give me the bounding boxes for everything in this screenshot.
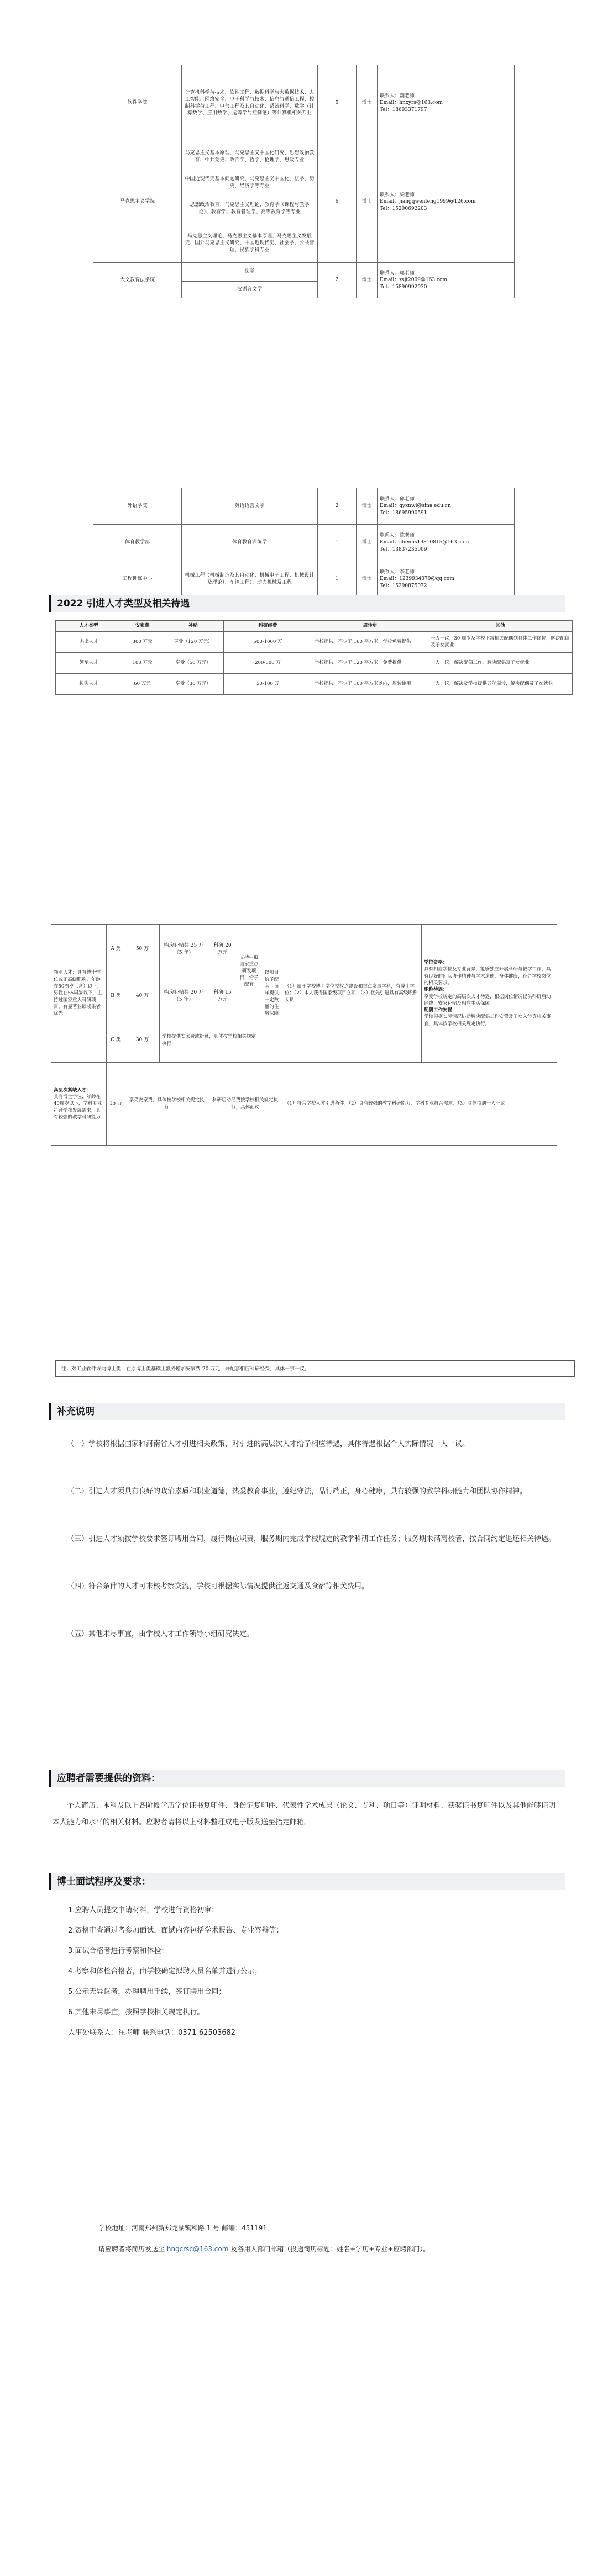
section-title-materials: 应聘者需要提供的资料： (49, 1770, 565, 1787)
support-cell: 购房补贴共 25 万（5 年） (160, 925, 208, 974)
major-cell: 计算机科学与技术、软件工程、数据科学与大数据技术、人工智能、网络安全、电子科学与技术、信息与通信工程、控制科学与工程、电气工程及其自动化、系统科学、数学（计算数学、应用数学、运筹学与控制论）等计算机相关专业 (182, 65, 318, 141)
fund-extra-cell: 支持申报国家重点研发项目，给予配套 (237, 925, 261, 1018)
table-cell: 领军人才 (56, 653, 122, 674)
contact-name: 联系人：李老师 (380, 569, 415, 576)
degree-cell: 博士 (357, 488, 378, 525)
table-cell: 60 万元 (122, 674, 163, 695)
info-text: 学校根据实际情况协助解决配偶工作安置及子女入学等相关事宜，具体按学校相关规定执行。 (424, 1014, 551, 1027)
contact-name: 联系人：魏老师 (380, 93, 415, 99)
contact-cell (378, 561, 515, 598)
contact-email: Email：hnxyrs@163.com (380, 100, 443, 106)
count-cell: 6 (318, 141, 357, 263)
contact-name: 联系人：邱老师 (380, 497, 415, 503)
section-title-supplement: 补充说明 (49, 1403, 565, 1420)
table-cell: 杰出人才 (56, 632, 122, 653)
contact-email: Email：chenhs19810815@163.com (380, 540, 469, 546)
supplement-item: （一）学校将根据国家和河南省人才引进相关政策，对引进的高层次人才给予相应待遇，具体待遇根据个人实际情况一人一议。 (67, 1440, 470, 1448)
major-cell: 汉语言文学 (182, 282, 318, 298)
doctor-benefits-table (51, 924, 557, 1146)
supplement-item: （二）引进人才须具有良好的政治素质和职业道德，热爱教育事业，遵纪守法，品行端正，身心健康，具有较强的教学科研能力和团队协作精神。 (67, 1487, 527, 1496)
right-info-cell (422, 925, 557, 1063)
table-row (51, 925, 557, 974)
table-row (93, 263, 515, 282)
degree-cell: 博士 (357, 561, 378, 598)
table-cell: 享受（30 万元） (163, 674, 224, 695)
intro-cell: （1）符合学校人才引进条件；（2）具有较强的教学科研能力，学科专业符合需求；（3）具体待遇一人一议 (282, 1063, 557, 1146)
college-cell: 外语学院 (93, 488, 182, 525)
table-cell: 一人一议，30 周岁及学校正常机关配偶到具体工作岗位，解决配偶及子女就业 (428, 632, 573, 653)
table-row (51, 1063, 557, 1146)
section-title-talent-types: 2022 引进人才类型及相关待遇 (49, 595, 565, 612)
list-item: 3.面试合格者进行考察和体检； (68, 1947, 169, 1955)
college-cell: 马克思主义学院 (93, 141, 182, 263)
shortage-title: 高层次紧缺人才： (54, 1087, 92, 1093)
major-cell: 马克思主义理论、马克思主义基本原理、马克思主义发展史、国外马克思主义研究、中国近现代史、社会学、公共管理、民族学科专业 (182, 224, 318, 263)
table-cell: 100 万元 (122, 653, 163, 674)
email-link[interactable]: hngcrsc@163.com (166, 2245, 229, 2253)
contact-cell (378, 65, 515, 141)
list-item: 5.公示无异议者，办理聘用手续，签订聘用合同； (68, 1988, 226, 1996)
column-header: 补贴 (163, 621, 224, 632)
contact-cell (378, 141, 515, 263)
info-text: 享受学校规定的高层次人才待遇，根据岗位情况提供科研启动经费、安家补贴及相应生活保障。 (424, 994, 551, 1006)
table-row (56, 632, 573, 653)
table-header-row (56, 621, 573, 632)
table-cell: 学校提供，不少于 120 平方米，免费提供 (312, 653, 428, 674)
amount-cell: 30 万 (125, 1018, 160, 1063)
section-title-interview: 博士面试程序及要求： (49, 1873, 565, 1890)
email-suffix: 及各用人部门邮箱（投递简历标题：姓名+学历+专业+应聘部门）。 (230, 2245, 430, 2253)
intro-cell: （1）属于学校博士学位授权点建设和重点发展学科，有博士学位；（2）本人获得国家级项目立项；（3）优先引进具有高级职称人员 (282, 925, 422, 1063)
table-cell: 一人一议，解决及学校提供五年周转，解决配偶及子女就业 (428, 674, 573, 695)
list-item: 1.应聘人员提交申请材料，学校进行资格初审； (68, 1906, 219, 1914)
table-cell: 享受（50 万元） (163, 653, 224, 674)
count-cell: 5 (318, 65, 357, 141)
amount-cell: 15 万 (107, 1063, 125, 1146)
housing-cell: 以项目给予配套，每年提供一定数量的住房保障 (261, 925, 282, 1063)
table-cell: 学校提供，不少于 160 平方米，学校免费提供 (312, 632, 428, 653)
table-row (93, 488, 515, 525)
contact-name: 联系人：陈老师 (380, 533, 415, 539)
degree-cell: 博士 (357, 263, 378, 298)
table-cell: 500-1000 万 (224, 632, 312, 653)
count-cell: 2 (318, 263, 357, 298)
column-header: 周转房 (312, 621, 428, 632)
class-label: C 类 (107, 1018, 125, 1063)
fund-cell: 科研 15 万元 (208, 974, 237, 1018)
column-header: 科研经费 (224, 621, 312, 632)
major-cell: 英语语言文学 (182, 488, 318, 525)
email-prefix: 请应聘者将简历发送至 (98, 2245, 165, 2253)
materials-text: 个人简历、本科及以上各阶段学历学位证书复印件、身份证复印件、代表性学术成果（论文、专利、项目等）证明材料、获奖证书复印件以及其他能够证明本人能力和水平的相关材料。应聘者请将以上材料整理成电子版发送至指定邮箱。 (53, 1802, 556, 1827)
table-cell: 200-500 万 (224, 653, 312, 674)
recruitment-table-2 (93, 488, 515, 598)
contact-tel: Tel：15290875072 (380, 583, 427, 589)
contact-email: Email：gyxnwl@sina.edu.cn (380, 503, 451, 509)
major-cell: 机械工程（机械制造及其自动化、机械电子工程、机械设计及理论）、车辆工程）、动力机械及工程 (182, 561, 318, 598)
contact-name: 联系人：梁老师 (380, 192, 415, 198)
major-cell: 体育教育训练学 (182, 525, 318, 561)
recruitment-table-1 (93, 65, 515, 298)
major-cell: 思想政治教育、马克思主义理论、教育学（课程与教学论）、教育学、教育管理学、高等教育学等专业 (182, 193, 318, 224)
info-subtitle: 配偶工作安置： (424, 1007, 457, 1013)
shortage-criteria: 具有博士学位，年龄在40周岁以下，学科专业符合学校发展需求，具有较强的教学科研能力 (54, 1094, 102, 1120)
table-row (93, 65, 515, 141)
contact-email: Email：1239934070@qq.com (380, 576, 454, 582)
table-cell: 拔尖人才 (56, 674, 122, 695)
info-subtitle: 学位资格： (424, 959, 448, 965)
supplement-item: （五）其他未尽事宜，由学校人才工作领导小组研究决定。 (67, 1630, 254, 1638)
supplement-item: （四）符合条件的人才可来校考察交流，学校可根据实际情况提供往返交通及食宿等相关费用。 (67, 1582, 369, 1591)
contact-cell (378, 525, 515, 561)
contact-email: Email：zsjt2009@163.com (380, 277, 447, 283)
shortage-talent-cell (51, 1063, 107, 1146)
college-cell: 大文教育法学院 (93, 263, 182, 298)
table-cell: 学校提供，不少于 100 平方米以内，周转使用 (312, 674, 428, 695)
table-cell: 一人一议，解决配偶工作，解决配偶及子女就业 (428, 653, 573, 674)
table-row (93, 525, 515, 561)
talent-benefits-table (55, 620, 573, 695)
table-row (56, 653, 573, 674)
class-label: B 类 (107, 974, 125, 1018)
contact-tel: Tel：18695990591 (380, 510, 427, 516)
column-header: 其他 (428, 621, 573, 632)
class-c-text: 学校提供安家费或折算，具体按学校相关规定执行 (160, 1018, 261, 1063)
leading-talent-criteria: 领军人才：具有博士学位或正高级职称，年龄在50周岁（含）以下，男性在55周岁以下，主持过国家重大科研项目，有显著业绩成果者优先 (51, 925, 107, 1063)
table-cell: 享受（120 万元） (163, 632, 224, 653)
support-cell: 享受安家费，具体按学校相关规定执行 (125, 1063, 208, 1146)
major-cell: 马克思主义基本原理、马克思主义中国化研究、思想政治教育、中共党史、政治学、哲学、伦理学、思政专业 (182, 141, 318, 172)
fund-cell: 科研启动经费按学校相关规定执行，具体面议 (208, 1063, 282, 1146)
amount-cell: 40 万 (125, 974, 160, 1018)
contact-tel: Tel：18603371797 (380, 107, 427, 113)
list-item: 4.考察和体检合格者，由学校确定拟聘人员名单并进行公示； (68, 1967, 262, 1976)
contact-email: Email：jiangqwenfeng1999@126.com (380, 199, 476, 205)
amount-cell: 50 万 (125, 925, 160, 974)
table-row (93, 141, 515, 172)
contact-cell (378, 263, 515, 298)
count-cell: 1 (318, 561, 357, 598)
email-instructions (98, 2244, 429, 2253)
note-box: 注：对工业软件方向博士类，在原博士类基础上额外增加安家费 20 万元，并配套相应科研经费，具体一事一议。 (55, 1360, 575, 1377)
school-address: 学校地址：河南郑州新郑龙湖镇和路 1 号 邮编：451191 (98, 2224, 267, 2232)
table-cell: 300 万元 (122, 632, 163, 653)
college-cell: 体育教学部 (93, 525, 182, 561)
table-row (93, 561, 515, 598)
column-header: 安家费 (122, 621, 163, 632)
info-text: 具有相应学位及专业背景，能够独立开展科研与教学工作，具有良好的团队协作精神与学术道德，身体健康，符合学校岗位的相关要求。 (424, 967, 551, 986)
list-item: 2.资格审查通过者参加面试，面试内容包括学术报告、专业答辩等； (68, 1926, 284, 1935)
degree-cell: 博士 (357, 141, 378, 263)
support-cell: 购房补贴共 20 万（5 年） (160, 974, 208, 1018)
contact-cell (378, 488, 515, 525)
count-cell: 1 (318, 525, 357, 561)
supplement-item: （三）引进人才须按学校要求签订聘用合同，履行岗位职责，服务期内完成学校规定的教学科研工作任务；服务期未满离校者，按合同约定退还相关待遇。 (67, 1535, 556, 1543)
degree-cell: 博士 (357, 525, 378, 561)
contact-tel: Tel：13837235009 (380, 546, 427, 552)
hr-contact: 人事处联系人：崔老师 联系电话：0371-62503682 (68, 2029, 236, 2037)
major-cell: 法学 (182, 263, 318, 282)
college-cell: 软件学院 (93, 65, 182, 141)
column-header: 人才类型 (56, 621, 122, 632)
fund-cell: 科研 20 万元 (208, 925, 237, 974)
college-cell: 工程训练中心 (93, 561, 182, 598)
contact-tel: Tel：15890992030 (380, 284, 427, 290)
degree-cell: 博士 (357, 65, 378, 141)
class-label: A 类 (107, 925, 125, 974)
count-cell: 2 (318, 488, 357, 525)
list-item: 6.其他未尽事宜，按照学校相关规定执行。 (68, 2008, 205, 2017)
table-cell: 50-100 万 (224, 674, 312, 695)
table-row (56, 674, 573, 695)
info-subtitle: 职称待遇： (424, 987, 448, 993)
contact-name: 联系人：郭老师 (380, 271, 415, 277)
contact-tel: Tel：15290692203 (380, 205, 427, 212)
major-cell: 中国近现代史基本问题研究、马克思主义中国化、法学、历史、经济学等专业 (182, 172, 318, 193)
